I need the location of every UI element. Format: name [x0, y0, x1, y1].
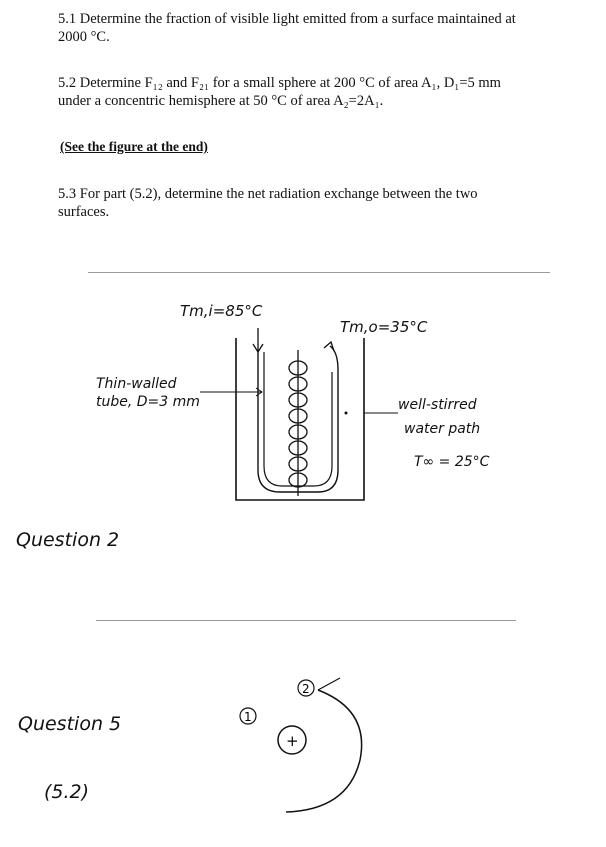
tube-label-line1: Thin-walled	[96, 376, 177, 392]
inlet-temp-label: Tm,i=85°C	[180, 302, 263, 320]
question-5-2-line2: under a concentric hemisphere at 50 °C of area A₂=2A₁.	[58, 93, 384, 109]
bath-label-line1: well-stirred	[398, 397, 477, 413]
divider-top	[88, 272, 550, 273]
question-5-sublabel: (5.2)	[44, 781, 90, 803]
question-5-2-line1: 5.2 Determine F₁₂ and F₂₁ for a small sphere at 200 °C of area A₁, D₁=5 mm	[58, 75, 501, 91]
water-bath-container	[236, 338, 364, 500]
outlet-temp-label: Tm,o=35°C	[340, 318, 428, 336]
surface-1-number: 1	[244, 710, 252, 724]
surface-2-number: 2	[302, 682, 310, 696]
question-5-3-line2: surfaces.	[58, 204, 110, 220]
question-5-figure	[0, 650, 606, 840]
question-2-label: Question 2	[16, 529, 120, 551]
question-2-figure	[0, 280, 606, 570]
question-5-1	[58, 10, 588, 46]
question-5-2	[58, 74, 588, 110]
question-5-3	[58, 185, 588, 221]
bath-label-line2: water path	[404, 421, 481, 437]
bath-temp-label: T∞ = 25°C	[414, 454, 490, 470]
divider-bottom	[96, 620, 516, 621]
tube-label-line2: tube, D=3 mm	[96, 394, 200, 410]
question-5-1-line1: 5.1 Determine the fraction of visible light emitted from a surface maintained at	[58, 11, 516, 27]
see-figure-note: (See the figure at the end)	[60, 139, 208, 154]
question-5-1-line2: 2000 °C.	[58, 29, 110, 45]
surface-2-leader	[318, 678, 340, 690]
question-5-3-line1: 5.3 For part (5.2), determine the net radiation exchange between the two	[58, 186, 478, 202]
sphere-center-mark: +	[286, 732, 299, 750]
question-5-label: Question 5	[18, 713, 122, 735]
hemisphere-surface	[286, 690, 362, 812]
fluid-marker	[345, 412, 348, 415]
tube-coil	[289, 350, 307, 496]
outlet-arrow-head	[324, 342, 334, 351]
